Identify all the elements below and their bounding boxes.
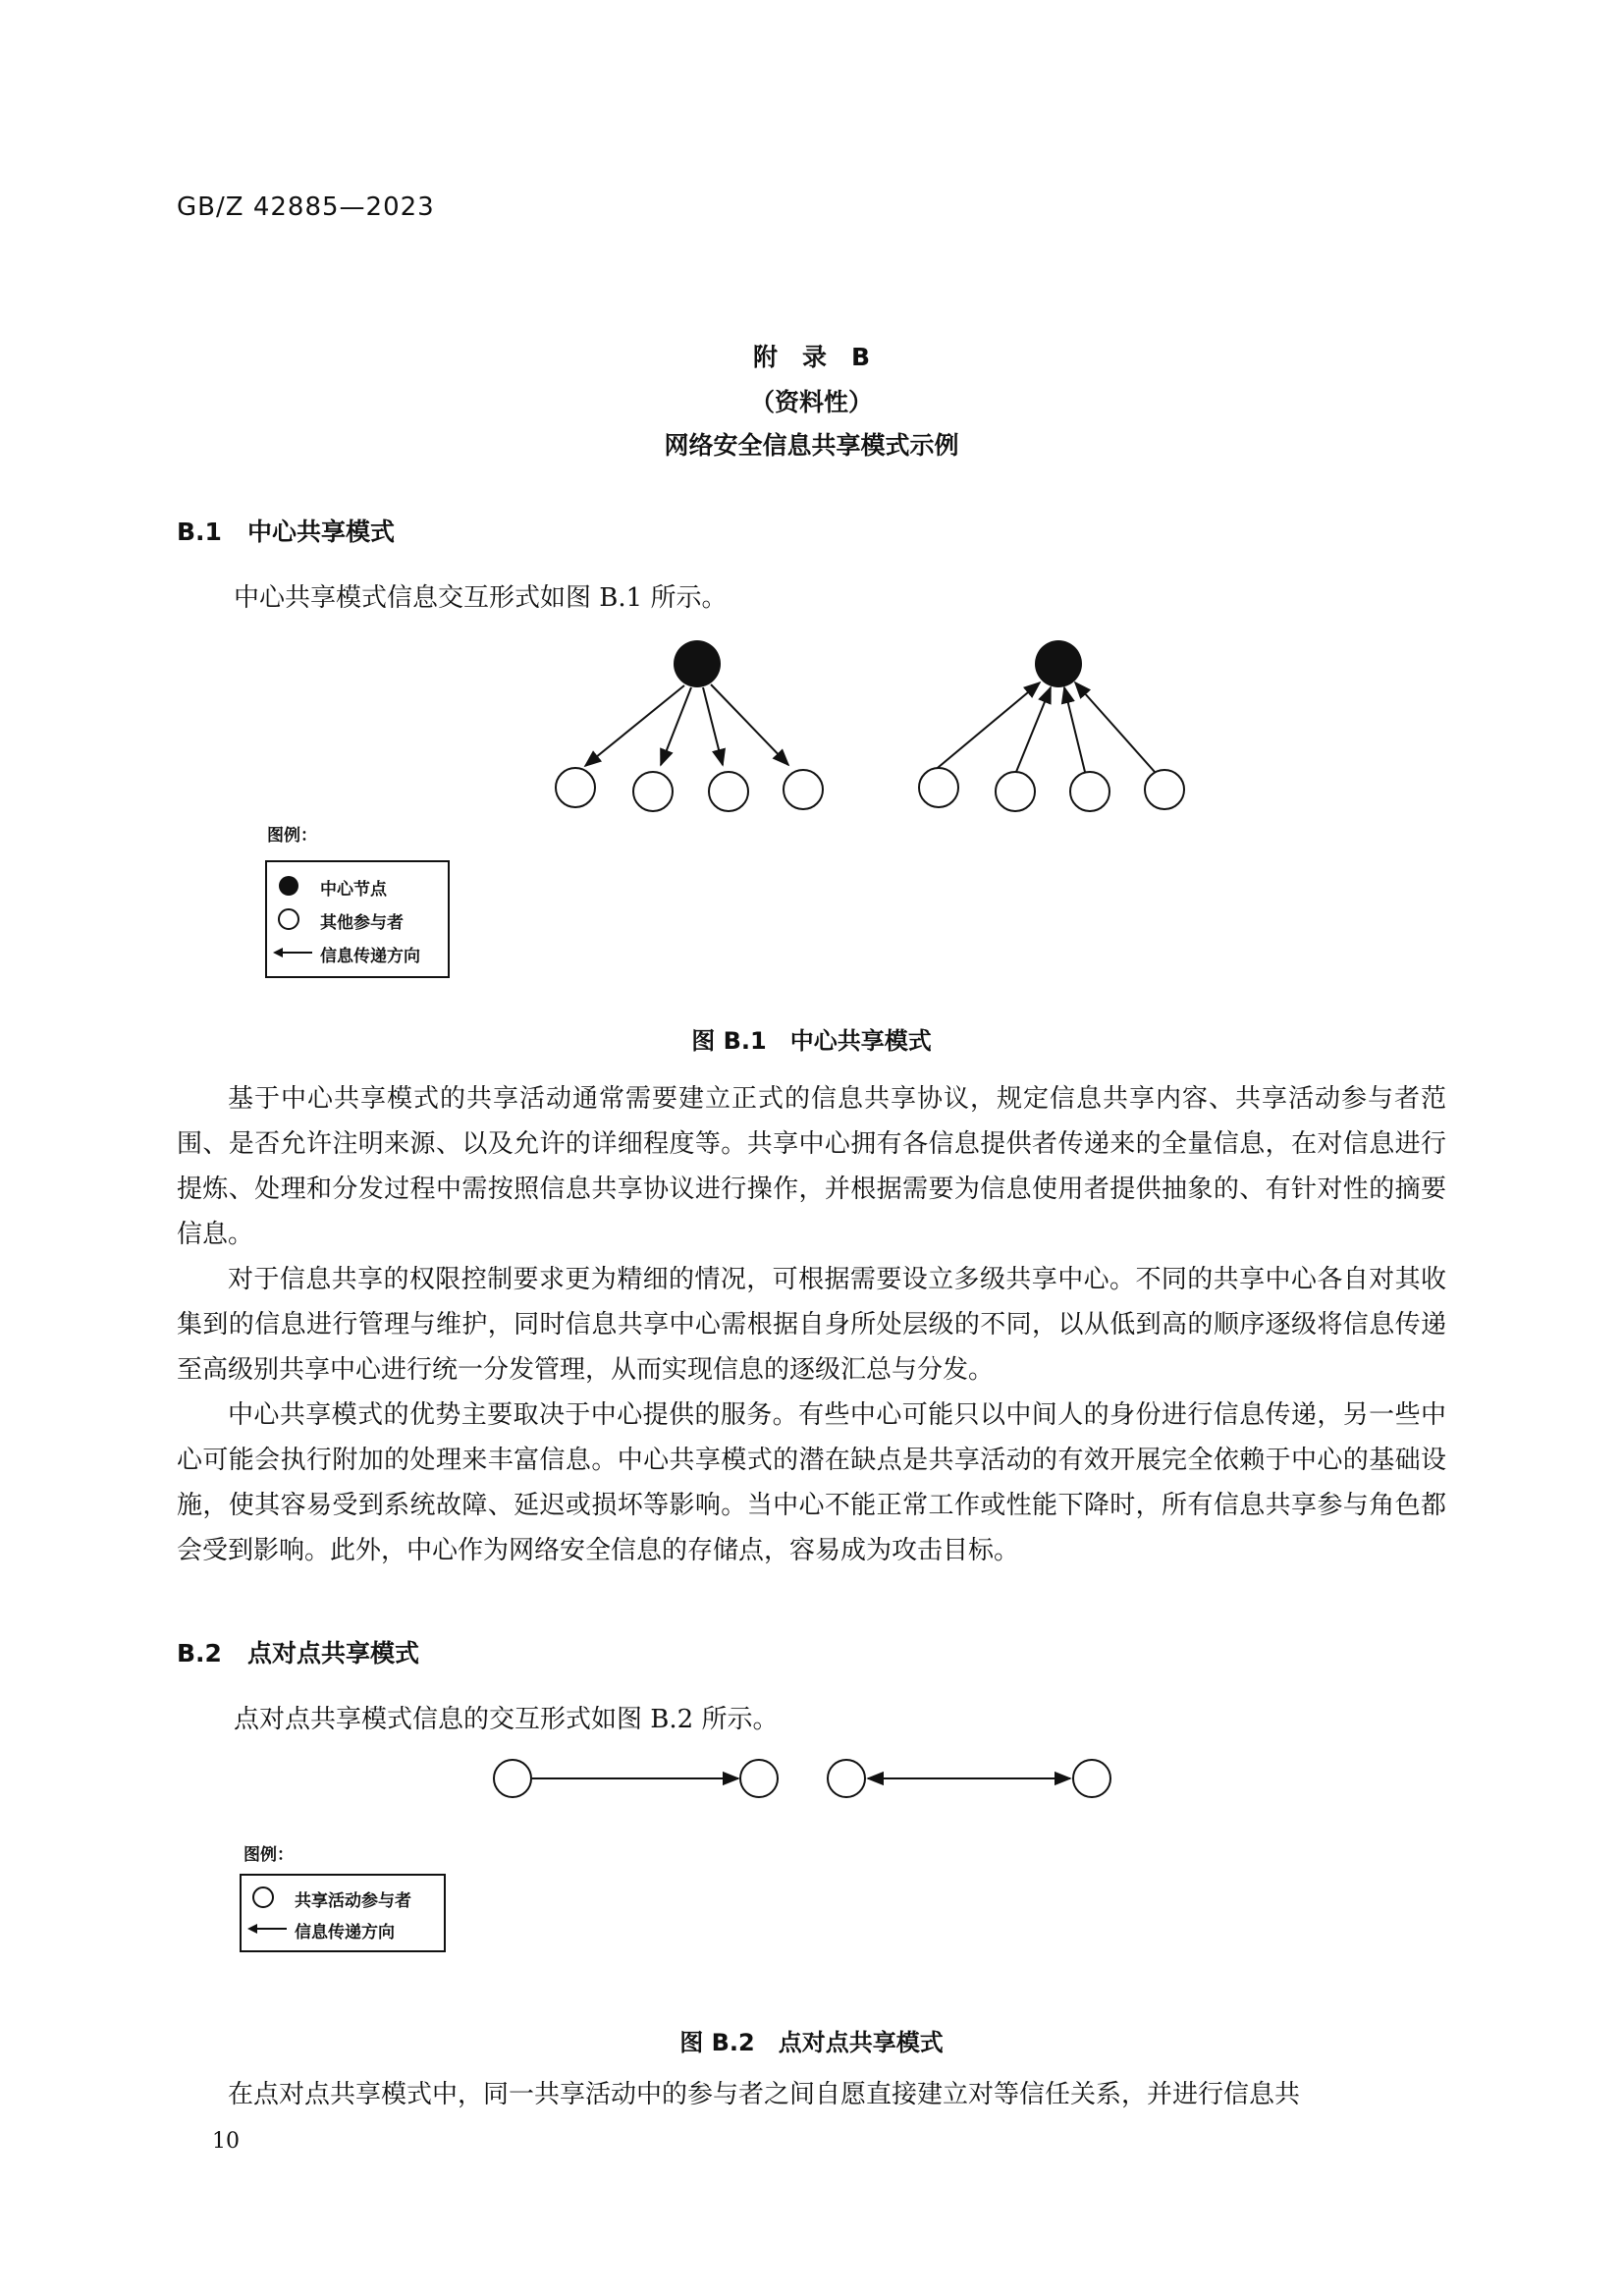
paragraph: 基于中心共享模式的共享活动通常需要建立正式的信息共享协议，规定信息共享内容、共享活动参与者范围、是否允许注明来源、以及允许的详细程度等。共享中心拥有各信息提供者传递来的全量信息，在对信息进行提炼、处理和分发过程中需按照信息共享协议进行操作，并根据需要为信息使用者提供抽象的、有针对性的摘要信息。: [177, 1084, 1446, 1249]
arrow-left-3: [703, 687, 723, 765]
arrow-left-1: [585, 685, 684, 766]
legend-item: [242, 1884, 444, 1911]
legend-b1-title: 图例：: [267, 826, 317, 846]
participant-node: [633, 772, 673, 811]
participant-node: [1073, 1760, 1110, 1797]
figure-b1-diagram: [0, 619, 1623, 835]
arrow-right-1: [933, 683, 1040, 772]
legend-item: [267, 872, 448, 900]
section-b2-title: 点对点共享模式: [247, 1639, 420, 1667]
hollow-circle-icon: [275, 905, 302, 933]
participant-node: [740, 1760, 778, 1797]
appendix-nature: （资料性）: [749, 388, 873, 416]
figure-b1-caption: 图 B.1 中心共享模式: [691, 1027, 932, 1055]
participant-node: [494, 1760, 531, 1797]
paragraph: 中心共享模式的优势主要取决于中心提供的服务。有些中心可能只以中间人的身份进行信息传递，另一些中心可能会执行附加的处理来丰富信息。中心共享模式的潜在缺点是共享活动的有效开展完全依赖于中心的基础设施，使其容易受到系统故障、延迟或损坏等影响。当中心不能正常工作或性能下降时，所有信息共享参与角色都会受到影响。此外，中心作为网络安全信息的存储点，容易成为攻击目标。: [177, 1400, 1446, 1565]
legend-b1: [265, 860, 450, 978]
legend-item-label: 信息传递方向: [320, 947, 420, 966]
participant-node: [996, 772, 1035, 811]
arrow-right-3: [1064, 687, 1085, 772]
section-b2-number: B.2: [177, 1639, 222, 1667]
section-b1-body: [177, 1076, 1446, 1573]
arrow-left-2: [661, 687, 691, 765]
hollow-circle-icon: [249, 1884, 277, 1911]
section-b2-intro: 点对点共享模式信息的交互形式如图 B.2 所示。: [234, 1705, 779, 1734]
legend-item-label: 中心节点: [320, 880, 387, 900]
section-b2-body: [177, 2072, 1446, 2117]
arrow-left-icon: [245, 1915, 289, 1942]
participant-node: [828, 1760, 865, 1797]
legend-item-label: 其他参与者: [320, 913, 404, 933]
legend-item: [267, 905, 448, 933]
participant-node: [556, 768, 595, 807]
paragraph: 在点对点共享模式中，同一共享活动中的参与者之间自愿直接建立对等信任关系，并进行信息共: [228, 2080, 1301, 2109]
legend-item: [267, 939, 448, 966]
appendix-label: 附 录 B: [752, 343, 871, 371]
section-b1-number: B.1: [177, 518, 222, 546]
participant-node: [709, 772, 748, 811]
participant-node: [1070, 772, 1109, 811]
appendix-title: 网络安全信息共享模式示例: [664, 431, 959, 460]
page-number: 10: [212, 2129, 240, 2154]
arrow-right-4: [1075, 683, 1155, 772]
legend-item-label: 信息传递方向: [295, 1923, 395, 1942]
arrow-left-icon: [271, 939, 314, 966]
legend-b2-title: 图例：: [243, 1845, 294, 1865]
figure-b2-caption: 图 B.2 点对点共享模式: [679, 2029, 944, 2056]
legend-item: [242, 1915, 444, 1942]
section-b1-title: 中心共享模式: [247, 518, 396, 546]
participant-node: [784, 770, 823, 809]
legend-item-label: 共享活动参与者: [295, 1891, 411, 1911]
standard-number: GB/Z 42885—2023: [177, 192, 435, 222]
arrow-left-4: [711, 684, 788, 765]
section-b1-intro: 中心共享模式信息交互形式如图 B.1 所示。: [234, 583, 728, 613]
section-b1-heading: [177, 513, 395, 548]
paragraph: 对于信息共享的权限控制要求更为精细的情况，可根据需要设立多级共享中心。不同的共享中心各自对其收集到的信息进行管理与维护，同时信息共享中心需根据自身所处层级的不同，以从低到高的顺序逐级将信息传递至高级别共享中心进行统一分发管理，从而实现信息的逐级汇总与分发。: [177, 1265, 1446, 1385]
center-node-right: [1035, 640, 1082, 687]
participant-node: [1145, 770, 1184, 809]
arrow-right-2: [1016, 687, 1051, 772]
legend-b2: [240, 1874, 446, 1952]
participant-node: [919, 768, 958, 807]
figure-b2-diagram: [0, 1748, 1623, 1807]
section-b2-heading: [177, 1634, 419, 1669]
filled-circle-icon: [275, 872, 302, 900]
center-node-left: [674, 640, 721, 687]
